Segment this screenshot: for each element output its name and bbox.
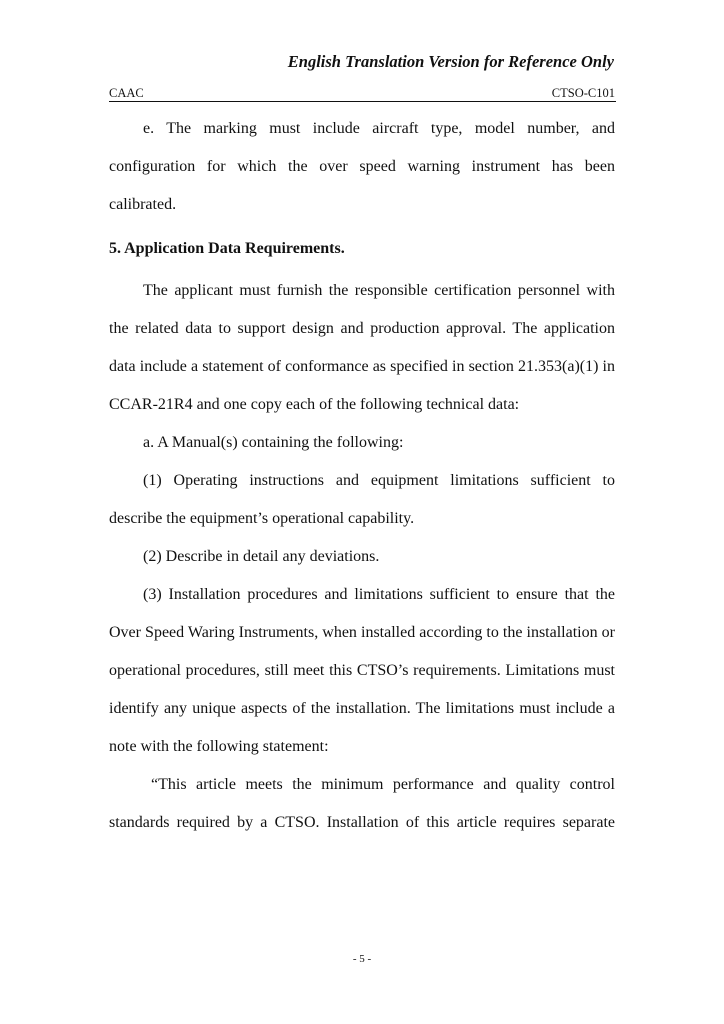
header-organization: CAAC	[109, 86, 144, 100]
page-number: - 5 -	[352, 953, 372, 965]
header-title: English Translation Version for Reference Only	[287, 52, 614, 71]
document-body	[109, 110, 615, 842]
header-divider	[109, 101, 616, 102]
paragraph-2-deviations: (2) Describe in detail any deviations.	[143, 548, 380, 565]
paragraph-e-marking: e. The marking must include aircraft type, model number, and configuration for which the over speed warning instrument has been calibrated.	[109, 120, 615, 213]
paragraph-a-manual: a. A Manual(s) containing the following:	[143, 434, 404, 451]
header-document-id: CTSO-C101	[551, 86, 615, 100]
section-heading-application-data: 5. Application Data Requirements.	[109, 240, 345, 257]
paragraph-1-operating-instructions: (1) Operating instructions and equipment limitations sufficient to describe the equipment’s operational capability.	[109, 472, 615, 527]
paragraph-quote-statement: “This article meets the minimum performance and quality control standards required by a CTSO. Installation of this article requires separate	[109, 776, 615, 831]
paragraph-3-installation: (3) Installation procedures and limitations sufficient to ensure that the Over Speed Waring Instruments, when installed according to the installation or operational procedures, still meet this CTSO’s requirements. Limitations must identify any unique aspects of the installation. The limitations must include a note with the following statement:	[109, 586, 615, 755]
paragraph-applicant: The applicant must furnish the responsible certification personnel with the related data to support design and production approval. The application data include a statement of conformance as specified in section 21.353(a)(1) in CCAR-21R4 and one copy each of the following technical data:	[109, 282, 615, 413]
